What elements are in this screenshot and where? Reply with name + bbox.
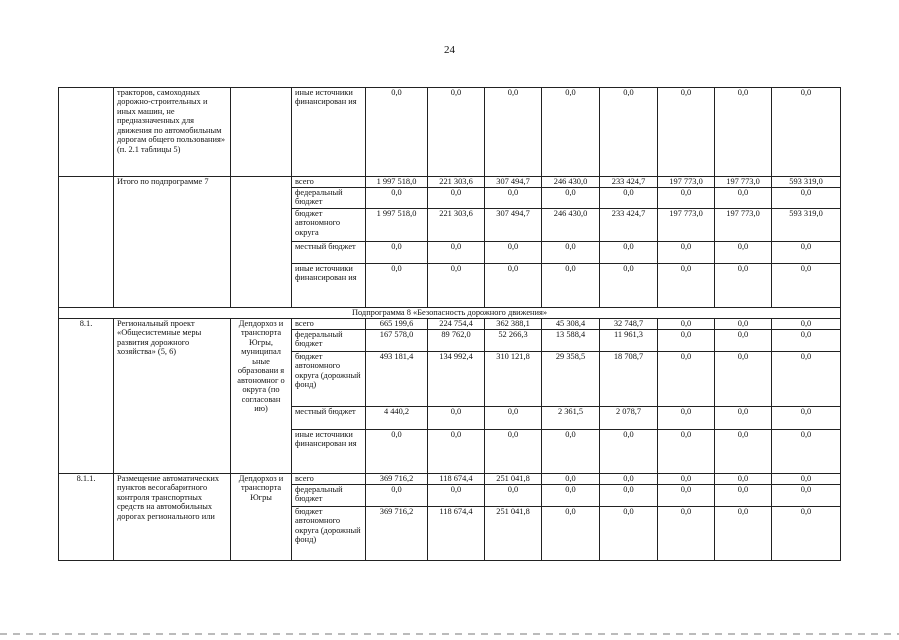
row-name: Региональный проект «Общесистемные меры развития дорожного хозяйства» (5, 6) [114,319,231,474]
value-cell: 0,0 [772,507,841,561]
value-cell: 0,0 [715,264,772,308]
value-cell: 0,0 [658,507,715,561]
value-cell: 0,0 [772,319,841,330]
value-cell: 0,0 [715,474,772,485]
value-cell: 0,0 [485,88,542,177]
value-cell: 0,0 [658,430,715,474]
funding-source: местный бюджет [292,407,366,430]
value-cell: 0,0 [542,430,600,474]
subprogram-title: Подпрограмма 8 «Безопасность дорожного движения» [59,308,841,319]
funding-source: федеральный бюджет [292,485,366,507]
value-cell: 369 716,2 [366,474,428,485]
value-cell: 0,0 [715,319,772,330]
value-cell: 0,0 [485,485,542,507]
value-cell: 0,0 [772,352,841,407]
value-cell: 0,0 [542,242,600,264]
value-cell: 0,0 [600,88,658,177]
value-cell: 11 961,3 [600,330,658,352]
value-cell: 197 773,0 [715,209,772,242]
value-cell: 0,0 [428,242,485,264]
value-cell: 134 992,4 [428,352,485,407]
value-cell: 32 748,7 [600,319,658,330]
value-cell: 369 716,2 [366,507,428,561]
value-cell: 0,0 [658,352,715,407]
value-cell: 0,0 [772,430,841,474]
value-cell: 0,0 [658,407,715,430]
row-number [59,88,114,177]
value-cell: 251 041,8 [485,507,542,561]
funding-source: иные источники финансирован ия [292,430,366,474]
value-cell: 0,0 [658,242,715,264]
page-number: 24 [444,44,455,56]
value-cell: 0,0 [658,188,715,209]
value-cell: 233 424,7 [600,209,658,242]
value-cell: 0,0 [772,485,841,507]
value-cell: 4 440,2 [366,407,428,430]
row-number: 8.1. [59,319,114,474]
value-cell: 221 303,6 [428,177,485,188]
value-cell: 2 361,5 [542,407,600,430]
value-cell: 29 358,5 [542,352,600,407]
table-row [59,88,841,177]
value-cell: 0,0 [600,264,658,308]
value-cell: 0,0 [366,485,428,507]
value-cell: 0,0 [600,430,658,474]
value-cell: 0,0 [485,407,542,430]
value-cell: 0,0 [542,88,600,177]
table-row [59,177,841,188]
value-cell: 0,0 [485,430,542,474]
value-cell: 197 773,0 [658,209,715,242]
value-cell: 0,0 [485,242,542,264]
row-name: Размещение автоматических пунктов весогабаритного контроля транспортных средств на автомобильных дорогах регионального или [114,474,231,561]
value-cell: 593 319,0 [772,177,841,188]
table-row [59,319,841,330]
value-cell: 0,0 [366,88,428,177]
value-cell: 0,0 [428,430,485,474]
value-cell: 310 121,8 [485,352,542,407]
value-cell: 665 199,6 [366,319,428,330]
budget-table [58,87,841,561]
funding-source: всего [292,177,366,188]
value-cell: 52 266,3 [485,330,542,352]
value-cell: 2 078,7 [600,407,658,430]
value-cell: 0,0 [715,407,772,430]
value-cell: 0,0 [772,188,841,209]
value-cell: 0,0 [485,264,542,308]
value-cell: 0,0 [715,88,772,177]
value-cell: 0,0 [428,407,485,430]
funding-source: местный бюджет [292,242,366,264]
value-cell: 1 997 518,0 [366,177,428,188]
value-cell: 0,0 [715,242,772,264]
value-cell: 0,0 [715,188,772,209]
scan-edge-noise [0,633,899,635]
value-cell: 0,0 [658,264,715,308]
value-cell: 0,0 [772,407,841,430]
value-cell: 246 430,0 [542,177,600,188]
value-cell: 0,0 [600,507,658,561]
row-executor [231,88,292,177]
value-cell: 0,0 [658,88,715,177]
value-cell: 0,0 [428,264,485,308]
subprogram-header-row [59,308,841,319]
value-cell: 0,0 [366,430,428,474]
value-cell: 233 424,7 [600,177,658,188]
value-cell: 0,0 [600,188,658,209]
value-cell: 493 181,4 [366,352,428,407]
value-cell: 13 588,4 [542,330,600,352]
value-cell: 0,0 [772,264,841,308]
value-cell: 0,0 [772,330,841,352]
value-cell: 307 494,7 [485,209,542,242]
value-cell: 0,0 [366,242,428,264]
value-cell: 224 754,4 [428,319,485,330]
row-number [59,177,114,308]
row-name: Итого по подпрограмме 7 [114,177,231,308]
value-cell: 0,0 [772,242,841,264]
value-cell: 0,0 [658,474,715,485]
funding-source: всего [292,319,366,330]
value-cell: 0,0 [715,352,772,407]
value-cell: 362 388,1 [485,319,542,330]
value-cell: 246 430,0 [542,209,600,242]
value-cell: 0,0 [658,485,715,507]
value-cell: 89 762,0 [428,330,485,352]
value-cell: 0,0 [428,188,485,209]
value-cell: 0,0 [366,188,428,209]
value-cell: 0,0 [772,88,841,177]
value-cell: 0,0 [542,485,600,507]
funding-source: бюджет автономного округа (дорожный фонд) [292,352,366,407]
value-cell: 45 308,4 [542,319,600,330]
value-cell: 0,0 [542,264,600,308]
value-cell: 251 041,8 [485,474,542,485]
value-cell: 118 674,4 [428,507,485,561]
row-executor: Депдорхоз и транспорта Югры, муниципал ьные образовани я автономног о округа (по согласован ию) [231,319,292,474]
value-cell: 0,0 [428,485,485,507]
value-cell: 0,0 [715,485,772,507]
value-cell: 0,0 [715,507,772,561]
value-cell: 0,0 [600,485,658,507]
value-cell: 0,0 [658,330,715,352]
row-executor: Депдорхоз и транспорта Югры [231,474,292,561]
value-cell: 18 708,7 [600,352,658,407]
value-cell: 0,0 [542,507,600,561]
value-cell: 0,0 [542,474,600,485]
value-cell: 0,0 [485,188,542,209]
funding-source: бюджет автономного округа [292,209,366,242]
value-cell: 0,0 [658,319,715,330]
value-cell: 0,0 [600,242,658,264]
value-cell: 0,0 [542,188,600,209]
funding-source: всего [292,474,366,485]
row-number: 8.1.1. [59,474,114,561]
row-name: тракторов, самоходных дорожно-строительных и иных машин, не предназначенных для движения по автомобильным дорогам общего пользования» (п. 2.1 таблицы 5) [114,88,231,177]
value-cell: 593 319,0 [772,209,841,242]
value-cell: 1 997 518,0 [366,209,428,242]
value-cell: 197 773,0 [658,177,715,188]
funding-source: федеральный бюджет [292,330,366,352]
funding-source: бюджет автономного округа (дорожный фонд) [292,507,366,561]
value-cell: 0,0 [428,88,485,177]
value-cell: 167 578,0 [366,330,428,352]
funding-source: иные источники финансирован ия [292,88,366,177]
table-row [59,474,841,485]
value-cell: 0,0 [772,474,841,485]
value-cell: 0,0 [600,474,658,485]
row-executor [231,177,292,308]
funding-source: иные источники финансирован ия [292,264,366,308]
funding-source: федеральный бюджет [292,188,366,209]
value-cell: 0,0 [366,264,428,308]
value-cell: 0,0 [715,430,772,474]
value-cell: 221 303,6 [428,209,485,242]
value-cell: 197 773,0 [715,177,772,188]
value-cell: 307 494,7 [485,177,542,188]
value-cell: 0,0 [715,330,772,352]
value-cell: 118 674,4 [428,474,485,485]
